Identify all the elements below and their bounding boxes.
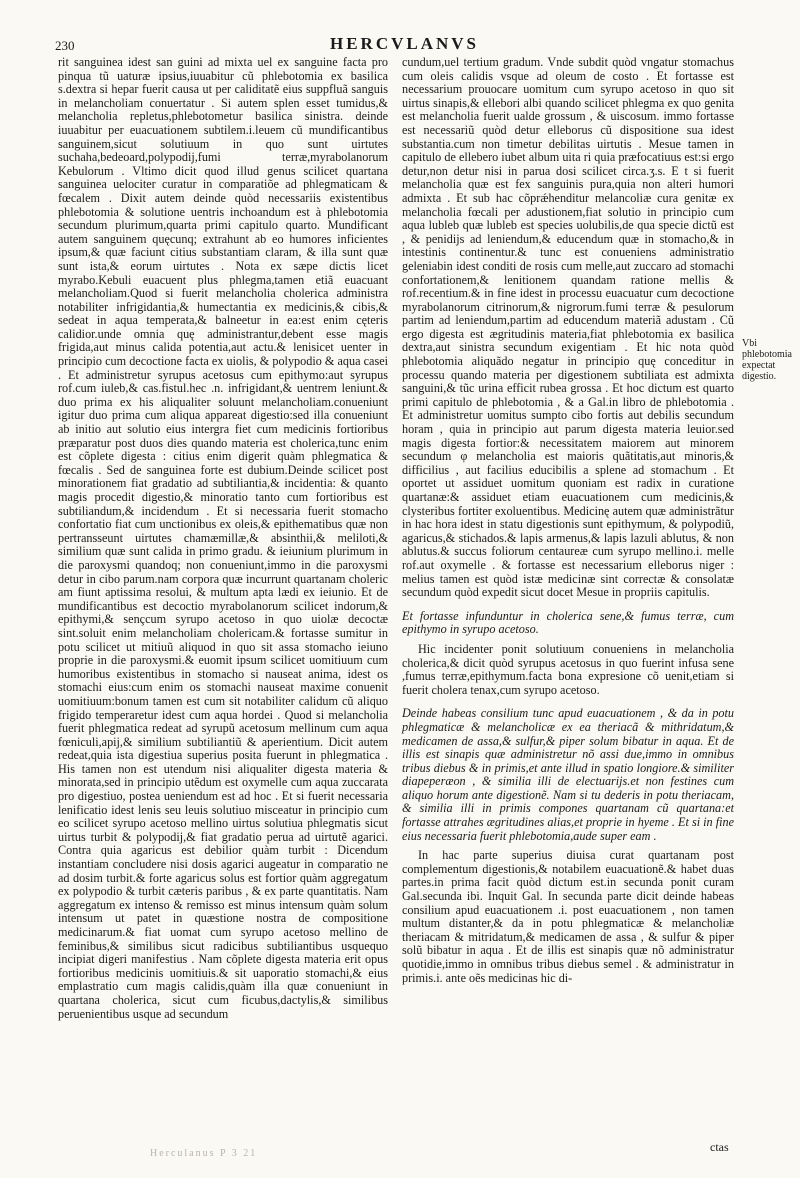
catchword: ctas (710, 1140, 729, 1154)
lemma-2: Deinde habeas consilium tunc apud euacuationem , & da in potu phlegmaticæ & melancholicæ ex ea theriacã & mithridatum,& medicamen de assa,& sulfur,& piper solum bibatur in aqua. Et de illis est sinapis quæ administretur nõ assi due,immo in omnibus tribus diebus & in primis,et ante illud in spatio longiore.& similiter diapeperæon , & similia illi de electuarijs.et non festines cum aliquo horum ante digestionẽ. Nam si tu dederis in potu theriacam, & similia illi in primis compones quartanam cũ quartana:et fortasse attrahes ægritudines alias,et proprie in hyeme . Et si in fine eius necessaria fuerit phlebotomia,aude super eam . (402, 706, 734, 843)
right-column-paragraph-3: In hac parte superius diuisa curat quartanam post complementum digestionis,& notabilem euacuationẽ.& habet duas partes.in prima facit quòd dictum est.in secunda ponit curam Gal.secunda ibi. Inquit Gal. In secunda parte dicit deinde habeas consilium apud euacuationem .i. post euacuationem , non tamen multum distanter,& da in potu phlegmaticæ & melancholiæ theriacam & mitridatum,& medicamen de assa , & sulfur & piper solũ bibatur in aqua . Et de illis est sinapis quæ nõ administratur quotidie,immo in omnibus tribus diebus semel . & administratur in primis.i. ante oẽs medicinas hic di- (402, 848, 734, 985)
bleed-through-text: Herculanus P 3 21 (150, 1148, 258, 1159)
running-head: HERCVLANVS (330, 34, 480, 53)
right-column (402, 56, 734, 985)
lemma-1: Et fortasse infunduntur in cholerica sene,& fumus terræ, cum epithymo in syrupo acetoso. (402, 608, 734, 637)
page-number: 230 (55, 38, 75, 53)
right-column-paragraph-1: cundum,uel tertium gradum. Vnde subdit quòd vngatur stomachus cum oleis calidis vsque ad oleum de costo . Et fortasse est necessarium prouocare uomitum cum syrupo acetoso in quo sit uirtus sinapis,& ellebori albi quando scilicet phlegma ex quo genita est melancholia fuerit ualde grossum , & uiscosum. immo fortasse est necessariũ quòd detur elleborus cũ dispositione sua idest substantia.cum non timetur debilitas uirtutis . Mesue tamen in capitulo de ellebero iubet album uita ri quia præfocatiuus est:si ergo detur,non detur nisi in parua dosi scilicet circa.ʒ.s. E t si fuerit melancholia quæ est fex sanguinis pura,quia non alteri humori admixta . Et sub hac cõprǽhenditur melancoliæ cura genitæ ex melancholia fœcali per adustionem,fiat solutio in principio cum aqua lubleb quæ lubleb est species uolubilis,de qua specie dictũ est , & penidijs ad leniendum,& educendum quæ in stomacho,& in intestinis continentur.& tunc est conueniens administratio geleniabin idest conditi de rosis cum melle,aut zuccaro ad stomachi confortationem,& lenitionem quandam ratione mellis & rof.recentium.& in fine idest in processu euacuatur cum decoctione myrabolanorum citrinorum,& nigrorum.fumi terræ & pesulorum partim ad leniendum,partim ad educendum materiã adustam . Cũ ergo digesta est ægritudinis materia,fiat phlebotomia ex basilica dextra,aut sinistra secundum exigentiam . Et hic nota quòd phlebotomia aliquãdo negatur in principio quę conceditur in processu quando materia per digestionem subtiliata est admixta sanguini,& tũc urina efficit rubea grossa . Et hoc dictum est quarto primi capitulo de phlebotomia , & a Gal.in libro de phlebotomia . Et administretur uomitus sumpto cibo fortis aut debilis secundum horam , quia in principio aut parum digesta materia leuior.sed magis digesta fortior:& necessitatem maiorem aut minorem secundum φ melancholia est maioris quãtitatis,aut minoris,& difficilius , aut facilius educibilis a splene ad stomachum . Et oportet ut assiduet uomitum quoniam est radix in curatione quartanæ:& assiduet etiam euacuationem cum medicinis,& clysteribus fortiter exoluentibus. Medicinę autem quæ administrãtur in hac hora idest in statu digestionis sunt epithymum, & polypodiũ, agaricus,& stichados.& lapis armenus,& lapis lazuli ablutus, & non ablutus.& succus foliorum centaureæ cum syrupo mellino.i. melle rof.aut oxymelle . & fortasse est necessarium elleborus niger : melius tamen est quòd istæ medicinæ sint correctæ & consolatæ secundum quòd expedit sicut docet Mesue in propriis capitulis. (402, 55, 734, 600)
margin-note: Vbi phlebotomia expectat digestio. (742, 338, 792, 382)
left-column (58, 56, 388, 1021)
left-column-text: rit sanguinea idest san guini ad mixta uel ex sanguine facta pro pinqua tũ uaturæ ipsius,iuuabitur cũ phlebotomia ex basilica s.dextra si hepar fuerit causa ut per caliditatẽ eius suppfluã sanguis in melancholiam conuertatur . Si autem splen esset tumidus,& melancholia repletus,phlebotometur basilica sinistra. deinde iuuabitur per euacuationem subtilem.i.leuem cũ mundificantibus sanguinem,sicut solutiuum in quo sunt uirtutes suchaha,bedeoard,polypodij,fumi terræ,myrabolanorum Kebulorum . Vltimo dicit quod illud genus scilicet quartana sanguinea uelociter curatur in comparatiõe ad phlegmaticam & fœcalem . Dixit autem deinde quòd necessariis existentibus phlebotomia & solutione uentris inchoandum est à phlebotomia secundum plurimum,quarta primi capitulo quarto. Mundificant autem sanguinem quęcunq; extrahunt ab eo humores inficientes ipsum,& quæ faciunt citius substantiam claram, & illa sunt quæ sunt ista,& eorum uirtutes . Nota ex sæpe dictis licet myrabo.Kebuli euacuent plus phlegma,tamen etiã euacuant melancholiam.Quod si fuerit melancholia cholerica administra notabiliter infrigidantia,& humectantia ex medicinis,& cibis,& sedeat in aqua temperata,& balneetur in ea:est enim cęteris calidior.unde omnia quę administrantur,debent esse magis frigida,aut minus calida potentia,aut actu.& lenisicet uenter in principio cum decoctione facta ex uiolis, & polypodio & aqua casei . Et administretur syrupus acetosus cum epithymo:aut syrupus rof.cum iuleb,& cas.fistul.hec .n. infrigidant,& uentrem leniunt.& duo prima ex his aliqualiter soluunt melancholiam.conueniunt igitur duo prima cum aliqua appareat digestio:sed illa conueniunt ab initio aut solutio eius intergra fiet cum medicinis fortioribus præparatur post duos dies quando materia est cholerica,tunc enim est cõplete digesta : citius enim digerit quàm phlegmatica & fœcalis . Sed de sanguinea forte est dubium.Deinde scilicet post minorationem fiat gradatio ad subtiliantia,& incidentia: & quanto magis procedit digestio,& minoratio tanto cum fortioribus est subtiliandum,& incidendum . Et si necessaria fuerit stomacho confortatio fiat cum unctionibus ex oleis,& epithematibus quæ non pertransseunt uirtutes chamæmillæ,& absinthii,& meliloti,& similium quæ sunt calida in primo gradu. & ieiunium plurimum in die paroxysmi quandoq; non conueniunt,immo in die paroxysmi detur in cibo parum.nam corpora quæ incurrunt quartanam choleric am fiunt aptissima resolui, & multum apta lædi ex ieiunio. Et de mundificantibus est decoctio myrabolanorum scilicet indorum,& epithymi,& sençcum syrupo acetoso in quo uiolæ decoctæ sint.soluit enim melancholiam cholericam.& fortasse sumitur in potu scilicet ut mitiuũ aliquod in quo sit assa stomacho ieiuno proprie in die paroxysmi.& euomit ipsum scilicet uomitiuum cum humoribus existentibus in stomacho si nauseat anima, idest os stomachi eius:cum enim os stomachi nauseat maxime conuenit uomitiuum:bonum tamen est cum sit notabiliter calidum cũ aliquo frigido temperaretur idest cum aqua hordei . Quod si melancholia fuerit phlegmatica redeat ad syrupũ acetosum mellinum cum aqua fœniculi,apij,& similium subtiliantiũ & aperientium. Dicit autem redeat,quia ista digestiua superius posita fuerunt in phlegmatica . His tamen non est utendum nisi aliqualiter digesta materia & minorata,sed in principio utẽdum est oxymelle cum aqua zuccarata pro digestiuo, postea ueniendum est ad hoc . Et si fuerit necessaria lenificatio idest lenis seu leuis solutiuo misceatur in principio cum eo scilicet syrupo acetoso mellino uirtus solutiua phlegmatis sicut uirtus turbit & polypodij,& fiat gradatio perua ad uirtutẽ agarici. Contra quia agaricus est debilior quàm turbit : Dicendum instantiam concludere nisi dosis agarici augeatur in comparatio ne ad dosim turbit.& forte agaricus solus est fortior quàm aggregatum ex polypodio & turbit cæteris paribus , & ex parte quantitatis. Nam aggregatum ex intenso & remisso est minus intensum quàm solum intensum ut patet in quæstione nostra de compositione medicinarum.& fiat uomat cum syrupo acetoso mellino de feminibus,& similibus sicut radicibus subtiliantibus usquequo incipiat digeri manifestius . Nam cõplete digesta materia erit opus fortioribus medicinis uomitiuis.& sit uaporatio stomachi,& eius emplastratio cum magis calidis,quàm illa quæ conueniunt in quartana cholerica, sicut cum ficubus,dactylis,& similibus peruenientibus usque ad secundum (58, 55, 388, 1021)
right-column-paragraph-2: Hic incidenter ponit solutiuum conueniens in melancholia cholerica,& dicit quòd syrupus acetosus in quo fuerint infusa sene ,fumus terræ,epithymum.facta bona expresione cõ uenit,etiam si fuerit cholera tenax,cum syrupo acetoso. (402, 641, 734, 697)
